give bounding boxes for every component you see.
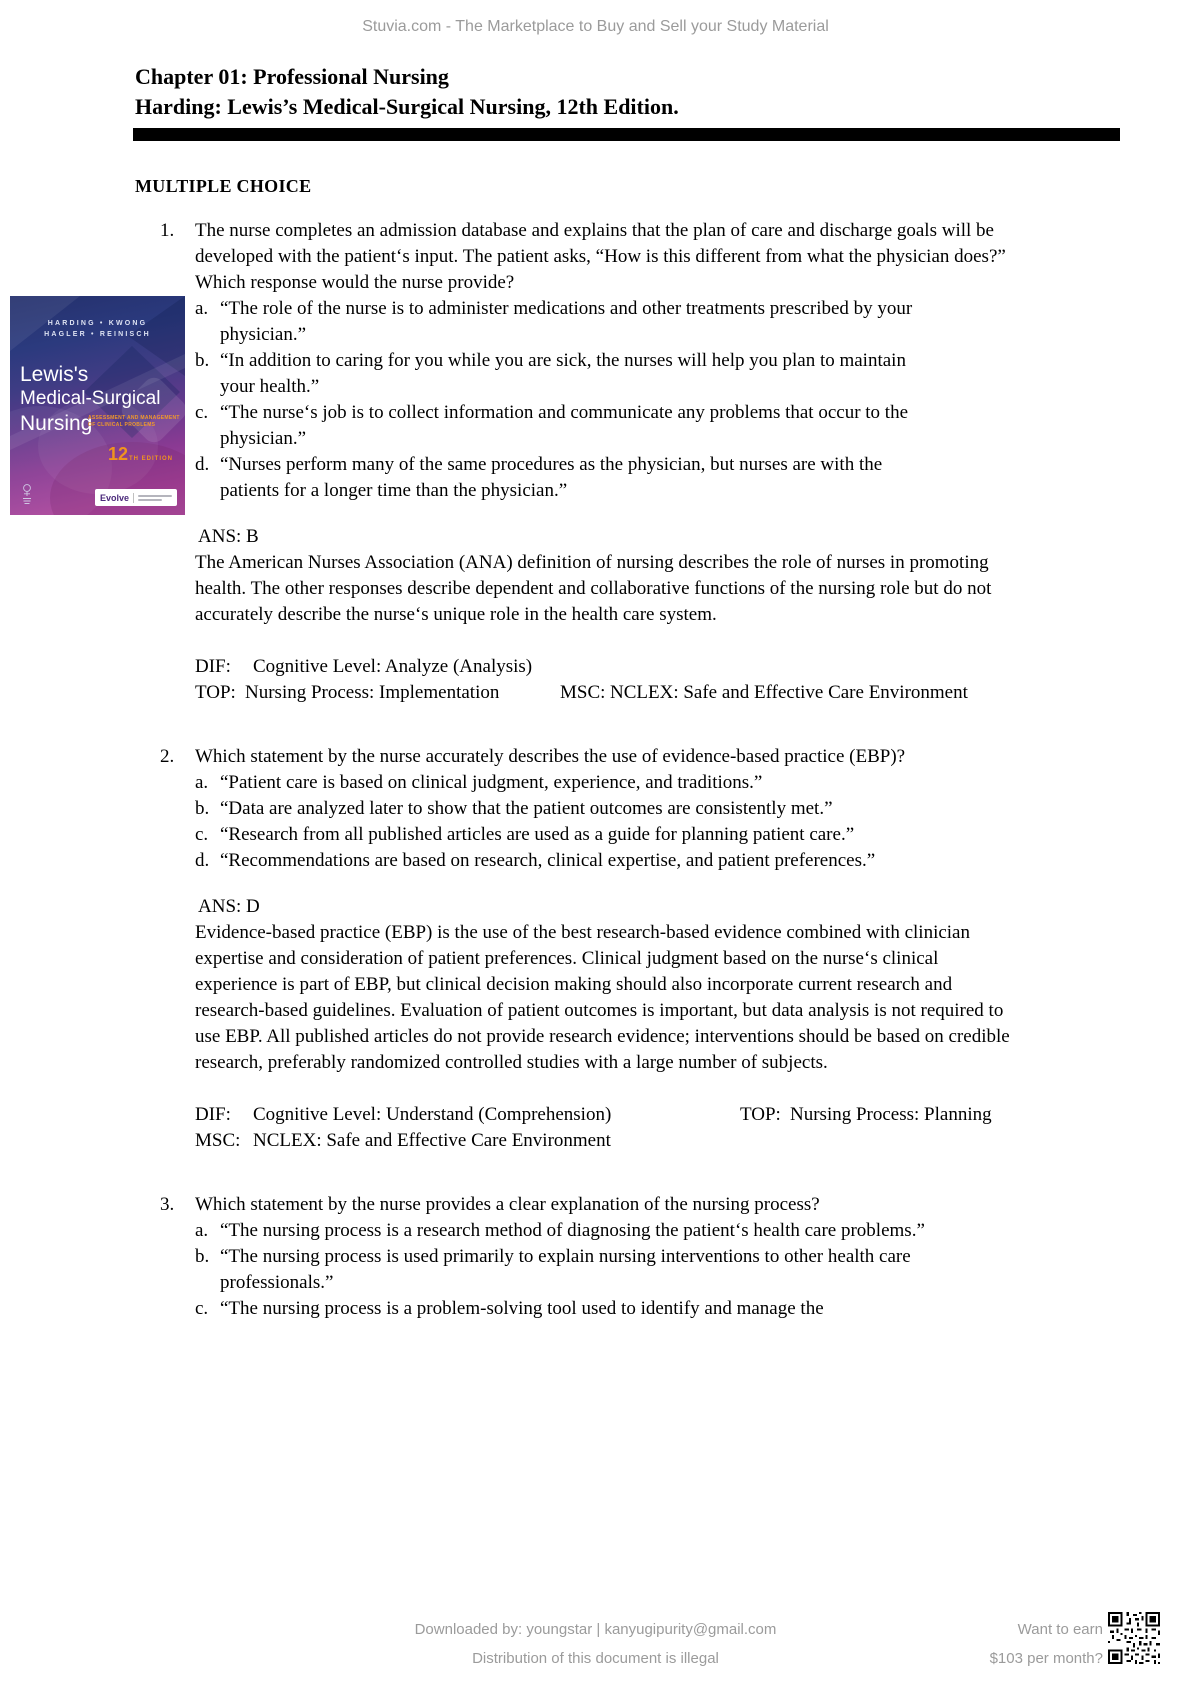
title-divider-bar (133, 128, 1120, 141)
option-c (195, 822, 1020, 848)
option-letter: a. (195, 1220, 209, 1241)
option-text: “Recommendations are based on research, clinical expertise, and patient preferences.” (220, 850, 876, 871)
option-letter: c. (195, 402, 209, 423)
option-text: “The nursing process is a research method of diagnosing the patient‘s health care problems.” (220, 1220, 925, 1241)
doc-title-line1: Chapter 01: Professional Nursing (135, 64, 449, 89)
answer-line: ANS: B (198, 526, 259, 547)
meta-label-msc: MSC: (195, 1130, 241, 1151)
question-3 (160, 1192, 1020, 1322)
option-text: “The nurse‘s job is to collect information and communicate any problems that occur to the physician.” (220, 402, 909, 449)
meta-label-top: TOP: (740, 1104, 781, 1125)
cover-title-line2: Medical-Surgical (20, 388, 161, 409)
qr-code (1108, 1612, 1160, 1664)
option-c (195, 1296, 1020, 1322)
option-text: “Research from all published articles are used as a guide for planning patient care.” (220, 824, 855, 845)
option-d (195, 452, 1020, 504)
cover-subtitle-line1: ASSESSMENT AND MANAGEMENT (88, 415, 180, 421)
option-c (195, 400, 1020, 452)
option-b (195, 796, 1020, 822)
meta-value-dif: Cognitive Level: Analyze (Analysis) (253, 656, 533, 677)
question-number: 3. (160, 1194, 175, 1215)
option-a (195, 296, 1020, 348)
option-text: “Patient care is based on clinical judgment, experience, and traditions.” (220, 772, 763, 793)
question-list (160, 218, 1020, 1322)
option-letter: b. (195, 798, 210, 819)
meta-label-dif: DIF: (195, 656, 231, 677)
option-letter: d. (195, 850, 210, 871)
meta-label-msc: MSC: (560, 682, 606, 703)
footer-downloaded-by: Downloaded by: youngstar | kanyugipurity@gmail.com (414, 1621, 777, 1638)
question-body (195, 744, 1020, 1154)
option-b (195, 348, 1020, 400)
question-stem: Which statement by the nurse accurately describes the use of evidence-based practice (EBP)? (195, 746, 906, 767)
cover-subtitle-line2: OF CLINICAL PROBLEMS (88, 422, 156, 428)
evolve-wordmark: Evolve (100, 492, 130, 503)
question-1 (160, 218, 1020, 706)
option-letter: b. (195, 1246, 210, 1267)
cover-authors-line1: HARDING • KWONG (47, 320, 148, 327)
option-text: “In addition to caring for you while you are sick, the nurses will help you plan to maintain your health.” (220, 350, 906, 397)
question-body (195, 1192, 1020, 1322)
meta-value-top: Nursing Process: Planning (790, 1104, 992, 1125)
option-text: “The nursing process is a problem-solving tool used to identify and manage the (220, 1298, 824, 1319)
footer-distribution-notice: Distribution of this document is illegal (472, 1650, 719, 1667)
option-letter: b. (195, 350, 210, 371)
cover-title-line1: Lewis's (20, 363, 89, 386)
question-body (195, 218, 1020, 706)
question-number: 2. (160, 746, 175, 767)
question-meta (195, 1102, 1020, 1154)
option-letter: a. (195, 772, 209, 793)
cover-title-line3: Nursing (20, 412, 93, 435)
option-letter: c. (195, 1298, 209, 1319)
option-b (195, 1244, 1020, 1296)
meta-row-top-msc (195, 680, 1020, 706)
document-title (135, 62, 679, 122)
publisher-logo-icon (20, 483, 34, 510)
cover-authors (10, 318, 185, 340)
answer-line: ANS: D (198, 896, 260, 917)
rationale-text: The American Nurses Association (ANA) definition of nursing describes the role of nurses in promoting health. The other responses describe dependent and collaborative functions of the nursing role but do not accurately describe the nurse‘s unique role in the health care system. (195, 552, 992, 625)
meta-row-dif-top (195, 1102, 1020, 1128)
option-text: “The role of the nurse is to administer medications and other treatments prescribed by your physician.” (220, 298, 913, 345)
cover-authors-line2: HAGLER • REINISCH (44, 331, 151, 338)
meta-label-top: TOP: (195, 682, 236, 703)
meta-row-dif (195, 654, 1020, 680)
question-stem: Which statement by the nurse provides a clear explanation of the nursing process? (195, 1194, 820, 1215)
option-a (195, 1218, 1020, 1244)
question-stem: The nurse completes an admission database and explains that the plan of care and discharge goals will be developed with the patient‘s input. The patient asks, “How is this different from what the physician does?” Which response would the nurse provide? (195, 220, 1006, 293)
meta-value-dif: Cognitive Level: Understand (Comprehension) (253, 1104, 612, 1125)
footer-earn-line1: Want to earn (1017, 1621, 1103, 1638)
option-letter: c. (195, 824, 209, 845)
section-heading: MULTIPLE CHOICE (135, 176, 312, 196)
footer-earn-text (990, 1615, 1103, 1673)
site-header-text: Stuvia.com - The Marketplace to Buy and Sell your Study Material (362, 18, 829, 35)
option-a (195, 770, 1020, 796)
meta-value-msc: NCLEX: Safe and Effective Care Environment (253, 1130, 611, 1151)
question-meta (195, 654, 1020, 706)
meta-value-msc: NCLEX: Safe and Effective Care Environment (610, 682, 968, 703)
option-d (195, 848, 1020, 874)
meta-row-msc (195, 1128, 1020, 1154)
rationale-text: Evidence-based practice (EBP) is the use of the best research-based evidence combined with clinician expertise and consideration of patient preferences. Clinical judgment based on the nurse‘s clinical experience is part of EBP, but clinical decision making should also incorporate current research and research-based guidelines. Evaluation of patient outcomes is important, but data analysis is not required to use EBP. All published articles do not provide research evidence; interventions should be based on credible research, preferably randomized controlled studies with a large number of subjects. (195, 922, 1010, 1073)
option-text: “Nurses perform many of the same procedures as the physician, but nurses are with the patients for a longer time than the physician.” (220, 454, 883, 501)
evolve-divider (133, 493, 134, 503)
option-text: “The nursing process is used primarily to explain nursing interventions to other health care professionals.” (220, 1246, 911, 1293)
option-text: “Data are analyzed later to show that the patient outcomes are consistently met.” (220, 798, 833, 819)
edition-suffix: TH EDITION (129, 456, 173, 462)
question-number: 1. (160, 220, 175, 241)
option-letter: a. (195, 298, 209, 319)
edition-number: 12 (107, 444, 128, 464)
doc-title-line2: Harding: Lewis’s Medical-Surgical Nursing, 12th Edition. (135, 94, 679, 119)
option-letter: d. (195, 454, 210, 475)
book-cover (10, 296, 185, 515)
footer-earn-line2: $103 per month? (989, 1650, 1103, 1667)
question-2 (160, 744, 1020, 1154)
meta-label-dif: DIF: (195, 1104, 231, 1125)
meta-value-top: Nursing Process: Implementation (245, 682, 500, 703)
